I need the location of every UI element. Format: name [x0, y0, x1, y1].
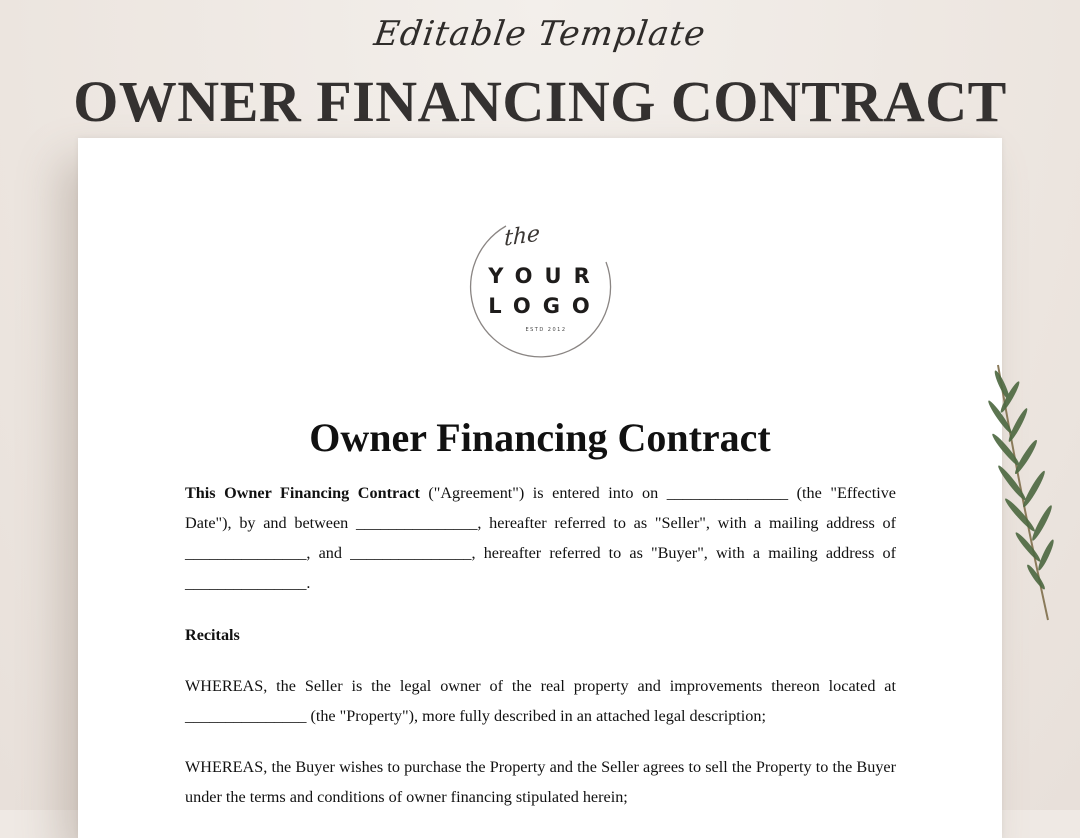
- recitals-heading: Recitals: [185, 626, 240, 644]
- intro-bold-lead: This Owner Financing Contract: [185, 484, 420, 502]
- logo-line-your: YOUR: [488, 264, 602, 288]
- logo-line-logo: LOGO: [488, 294, 602, 318]
- intro-text: ("Agreement") is entered into on _______________ (the "Effective Date"), by and between _______________, hereafter referred to as "Seller", with a mailing address of _______________, and _______________, hereafter referred to as "Buyer", with a mailing address of _______________.: [185, 484, 896, 592]
- rosemary-sprig-icon: [980, 355, 1070, 625]
- logo-the-text: the: [503, 221, 541, 252]
- whereas-paragraph-2: WHEREAS, the Buyer wishes to purchase the Property and the Seller agrees to sell the Property to the Buyer under the terms and conditions of owner financing stipulated herein;: [185, 758, 896, 806]
- logo-estd-text: ESTD 2012: [525, 327, 567, 333]
- document-title: Owner Financing Contract: [309, 415, 771, 460]
- logo-placeholder: [466, 214, 616, 374]
- document-page: [78, 138, 1002, 838]
- banner-main-title: OWNER FINANCING CONTRACT: [73, 69, 1007, 134]
- intro-paragraph: [185, 478, 896, 598]
- whereas-paragraph-1: WHEREAS, the Seller is the legal owner of the real property and improvements thereon located at _______________ (the "Property"), more fully described in an attached legal description;: [185, 677, 896, 725]
- banner-script-title: Editable Template: [371, 14, 709, 54]
